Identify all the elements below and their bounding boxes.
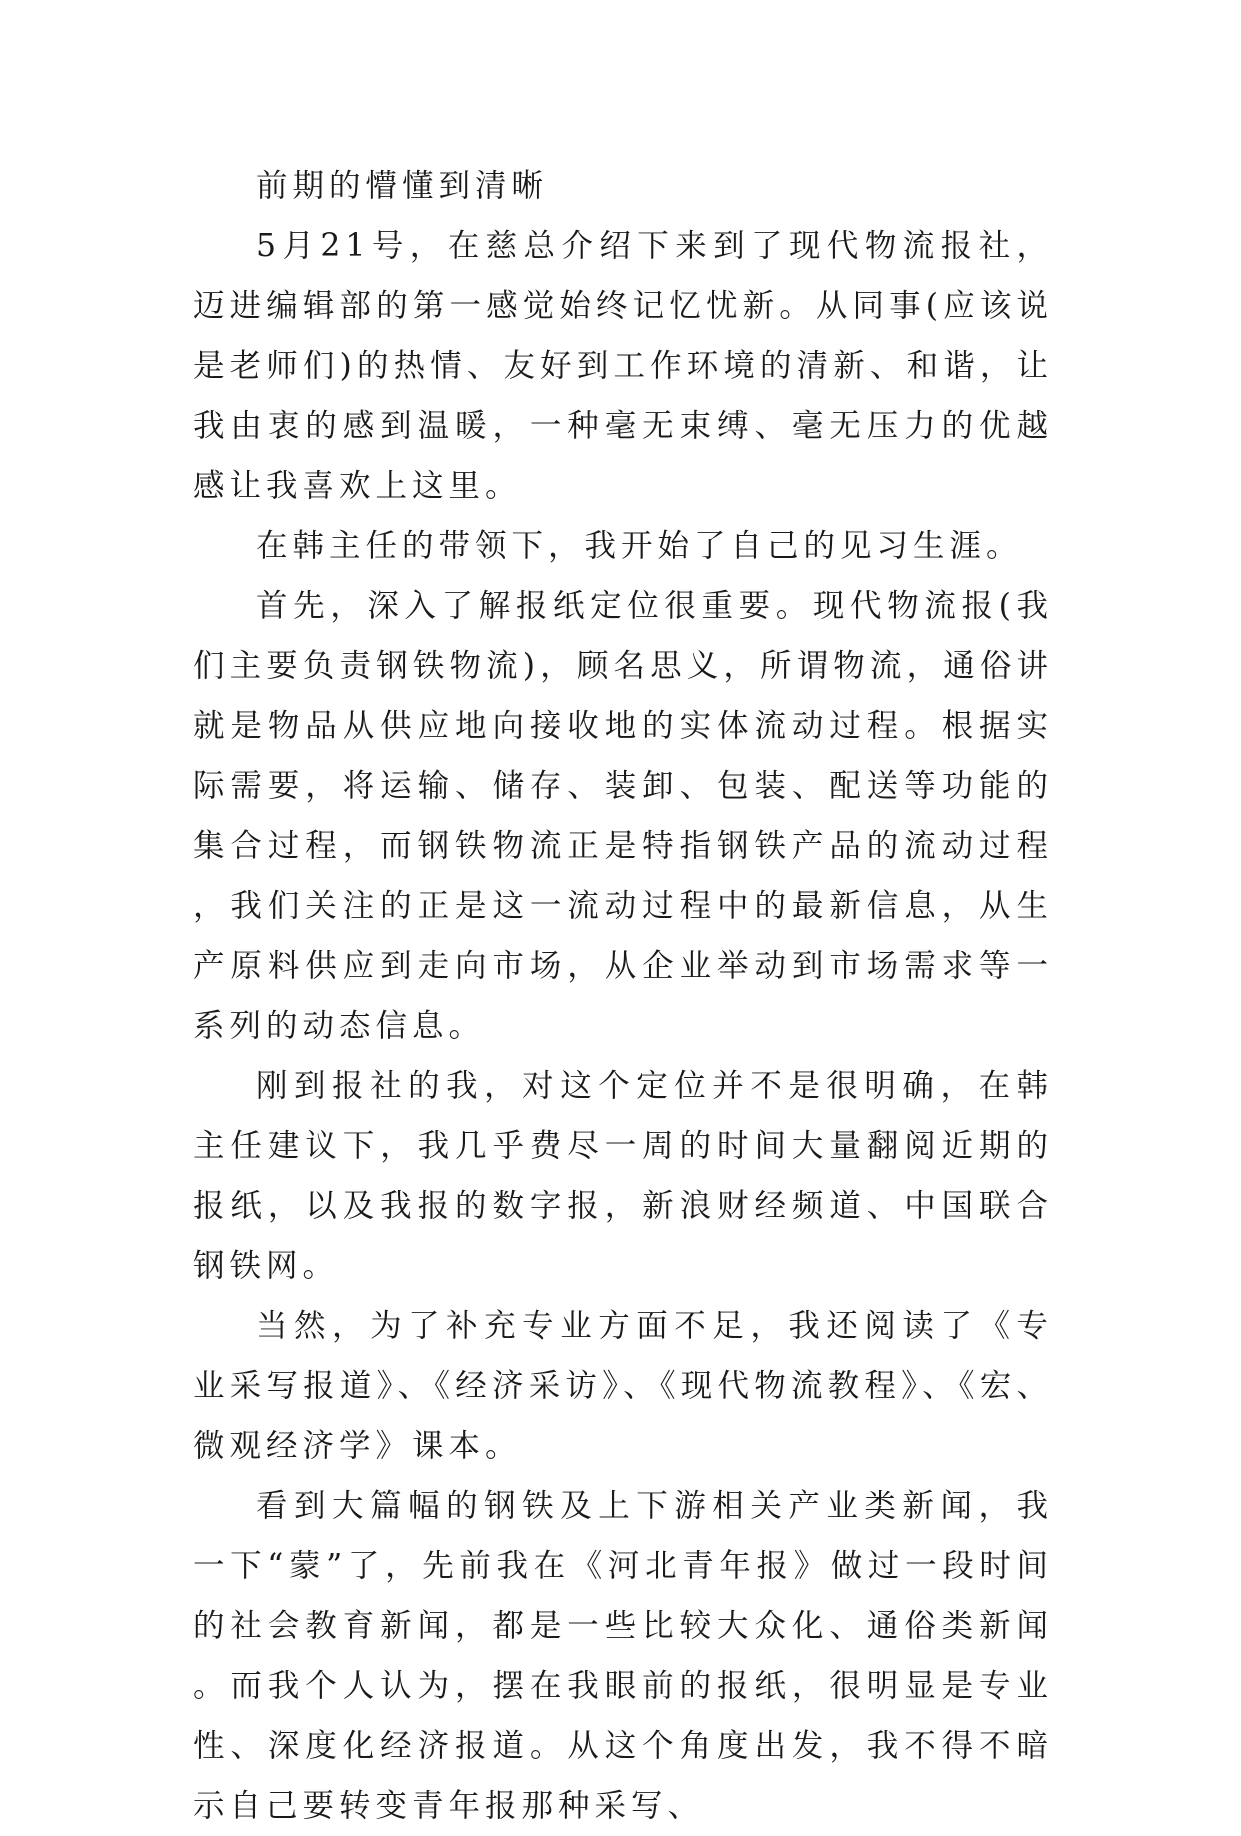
paragraph-books: 当然，为了补充专业方面不足，我还阅读了《专业采写报道》、《经济采访》、《现代物流教程》、《宏、微观经济学》课本。: [193, 1308, 1053, 1464]
paragraph-transition: 看到大篇幅的钢铁及上下游相关产业类新闻，我一下“蒙”了，先前我在《河北青年报》做过一段时间的社会教育新闻，都是一些比较大众化、通俗类新闻。而我个人认为，摆在我眼前的报纸，很明显是专业性、深度化经济报道。从这个角度出发，我不得不暗示自己要转变青年报那种采写、: [193, 1488, 1053, 1824]
document-body: [193, 156, 1053, 1836]
paragraph-start: 在韩主任的带领下，我开始了自己的见习生涯。: [256, 528, 1023, 564]
paragraph-arrival: 5月21号，在慈总介绍下来到了现代物流报社，迈进编辑部的第一感觉始终记忆忧新。从同事(应该说是老师们)的热情、友好到工作环境的清新、和谐，让我由衷的感到温暖，一种毫无束缚、毫无压力的优越感让我喜欢上这里。: [193, 228, 1053, 504]
paragraph-positioning: 首先，深入了解报纸定位很重要。现代物流报(我们主要负责钢铁物流)，顾名思义，所谓物流，通俗讲就是物品从供应地向接收地的实体流动过程。根据实际需要，将运输、储存、装卸、包装、配送等功能的集合过程，而钢铁物流正是特指钢铁产品的流动过程，我们关注的正是这一流动过程中的最新信息，从生产原料供应到走向市场，从企业举动到市场需求等一系列的动态信息。: [193, 588, 1053, 1044]
paragraph-reading: 刚到报社的我，对这个定位并不是很明确，在韩主任建议下，我几乎费尽一周的时间大量翻阅近期的报纸，以及我报的数字报，新浪财经频道、中国联合钢铁网。: [193, 1068, 1053, 1284]
section-heading: 前期的懵懂到清晰: [256, 168, 549, 204]
